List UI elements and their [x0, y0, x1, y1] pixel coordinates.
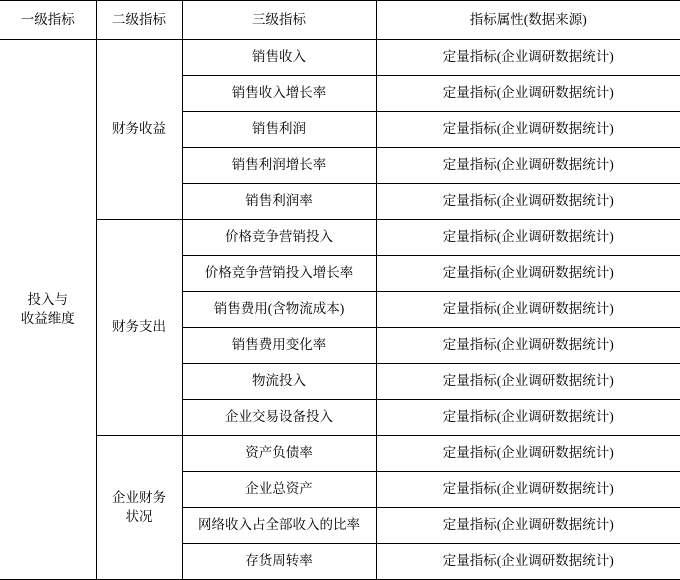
attribute-cell: 定量指标(企业调研数据统计): [376, 436, 680, 472]
level3-cell: 销售利润: [182, 112, 376, 148]
level3-cell: 价格竞争营销投入增长率: [182, 256, 376, 292]
attribute-cell: 定量指标(企业调研数据统计): [376, 400, 680, 436]
attribute-cell: 定量指标(企业调研数据统计): [376, 148, 680, 184]
level3-cell: 销售费用(含物流成本): [182, 292, 376, 328]
level2-cell-finance-expense: [96, 220, 182, 436]
level2-label-line1: 企业财务: [112, 490, 166, 506]
attribute-cell: 定量指标(企业调研数据统计): [376, 328, 680, 364]
level3-cell: 销售收入: [182, 40, 376, 76]
attribute-cell: 定量指标(企业调研数据统计): [376, 220, 680, 256]
attribute-cell: 定量指标(企业调研数据统计): [376, 76, 680, 112]
level2-label: 财务支出: [112, 319, 166, 335]
attribute-cell: 定量指标(企业调研数据统计): [376, 40, 680, 76]
column-header-level2: 二级指标: [96, 1, 182, 40]
attribute-cell: 定量指标(企业调研数据统计): [376, 184, 680, 220]
table-row: [0, 436, 680, 472]
table-header: [0, 1, 680, 40]
level2-label-line2: 状况: [125, 508, 153, 524]
level3-cell: 销售收入增长率: [182, 76, 376, 112]
level3-cell: 销售费用变化率: [182, 328, 376, 364]
attribute-cell: 定量指标(企业调研数据统计): [376, 292, 680, 328]
table-body: [0, 40, 680, 580]
level2-label: 财务收益: [112, 121, 166, 137]
level2-cell-finance-status: [96, 436, 182, 580]
attribute-cell: 定量指标(企业调研数据统计): [376, 112, 680, 148]
level1-label-line2: 收益维度: [20, 310, 75, 326]
level2-cell-finance-income: [96, 40, 182, 220]
level3-cell: 销售利润率: [182, 184, 376, 220]
attribute-cell: 定量指标(企业调研数据统计): [376, 508, 680, 544]
level3-cell: 价格竞争营销投入: [182, 220, 376, 256]
level1-label-line1: 投入与: [27, 292, 68, 308]
level3-cell: 企业交易设备投入: [182, 400, 376, 436]
level3-cell: 销售利润增长率: [182, 148, 376, 184]
column-header-level1: 一级指标: [0, 1, 96, 40]
table-row: [0, 40, 680, 76]
level3-cell: 资产负债率: [182, 436, 376, 472]
column-header-level3: 三级指标: [182, 1, 376, 40]
table-header-row: [0, 1, 680, 40]
column-header-attribute: 指标属性(数据来源): [376, 1, 680, 40]
level3-cell: 物流投入: [182, 364, 376, 400]
level3-cell: 企业总资产: [182, 472, 376, 508]
level3-cell: 网络收入占全部收入的比率: [182, 508, 376, 544]
attribute-cell: 定量指标(企业调研数据统计): [376, 544, 680, 580]
level1-cell: [0, 40, 96, 580]
attribute-cell: 定量指标(企业调研数据统计): [376, 256, 680, 292]
attribute-cell: 定量指标(企业调研数据统计): [376, 364, 680, 400]
table-row: [0, 220, 680, 256]
attribute-cell: 定量指标(企业调研数据统计): [376, 472, 680, 508]
level3-cell: 存货周转率: [182, 544, 376, 580]
